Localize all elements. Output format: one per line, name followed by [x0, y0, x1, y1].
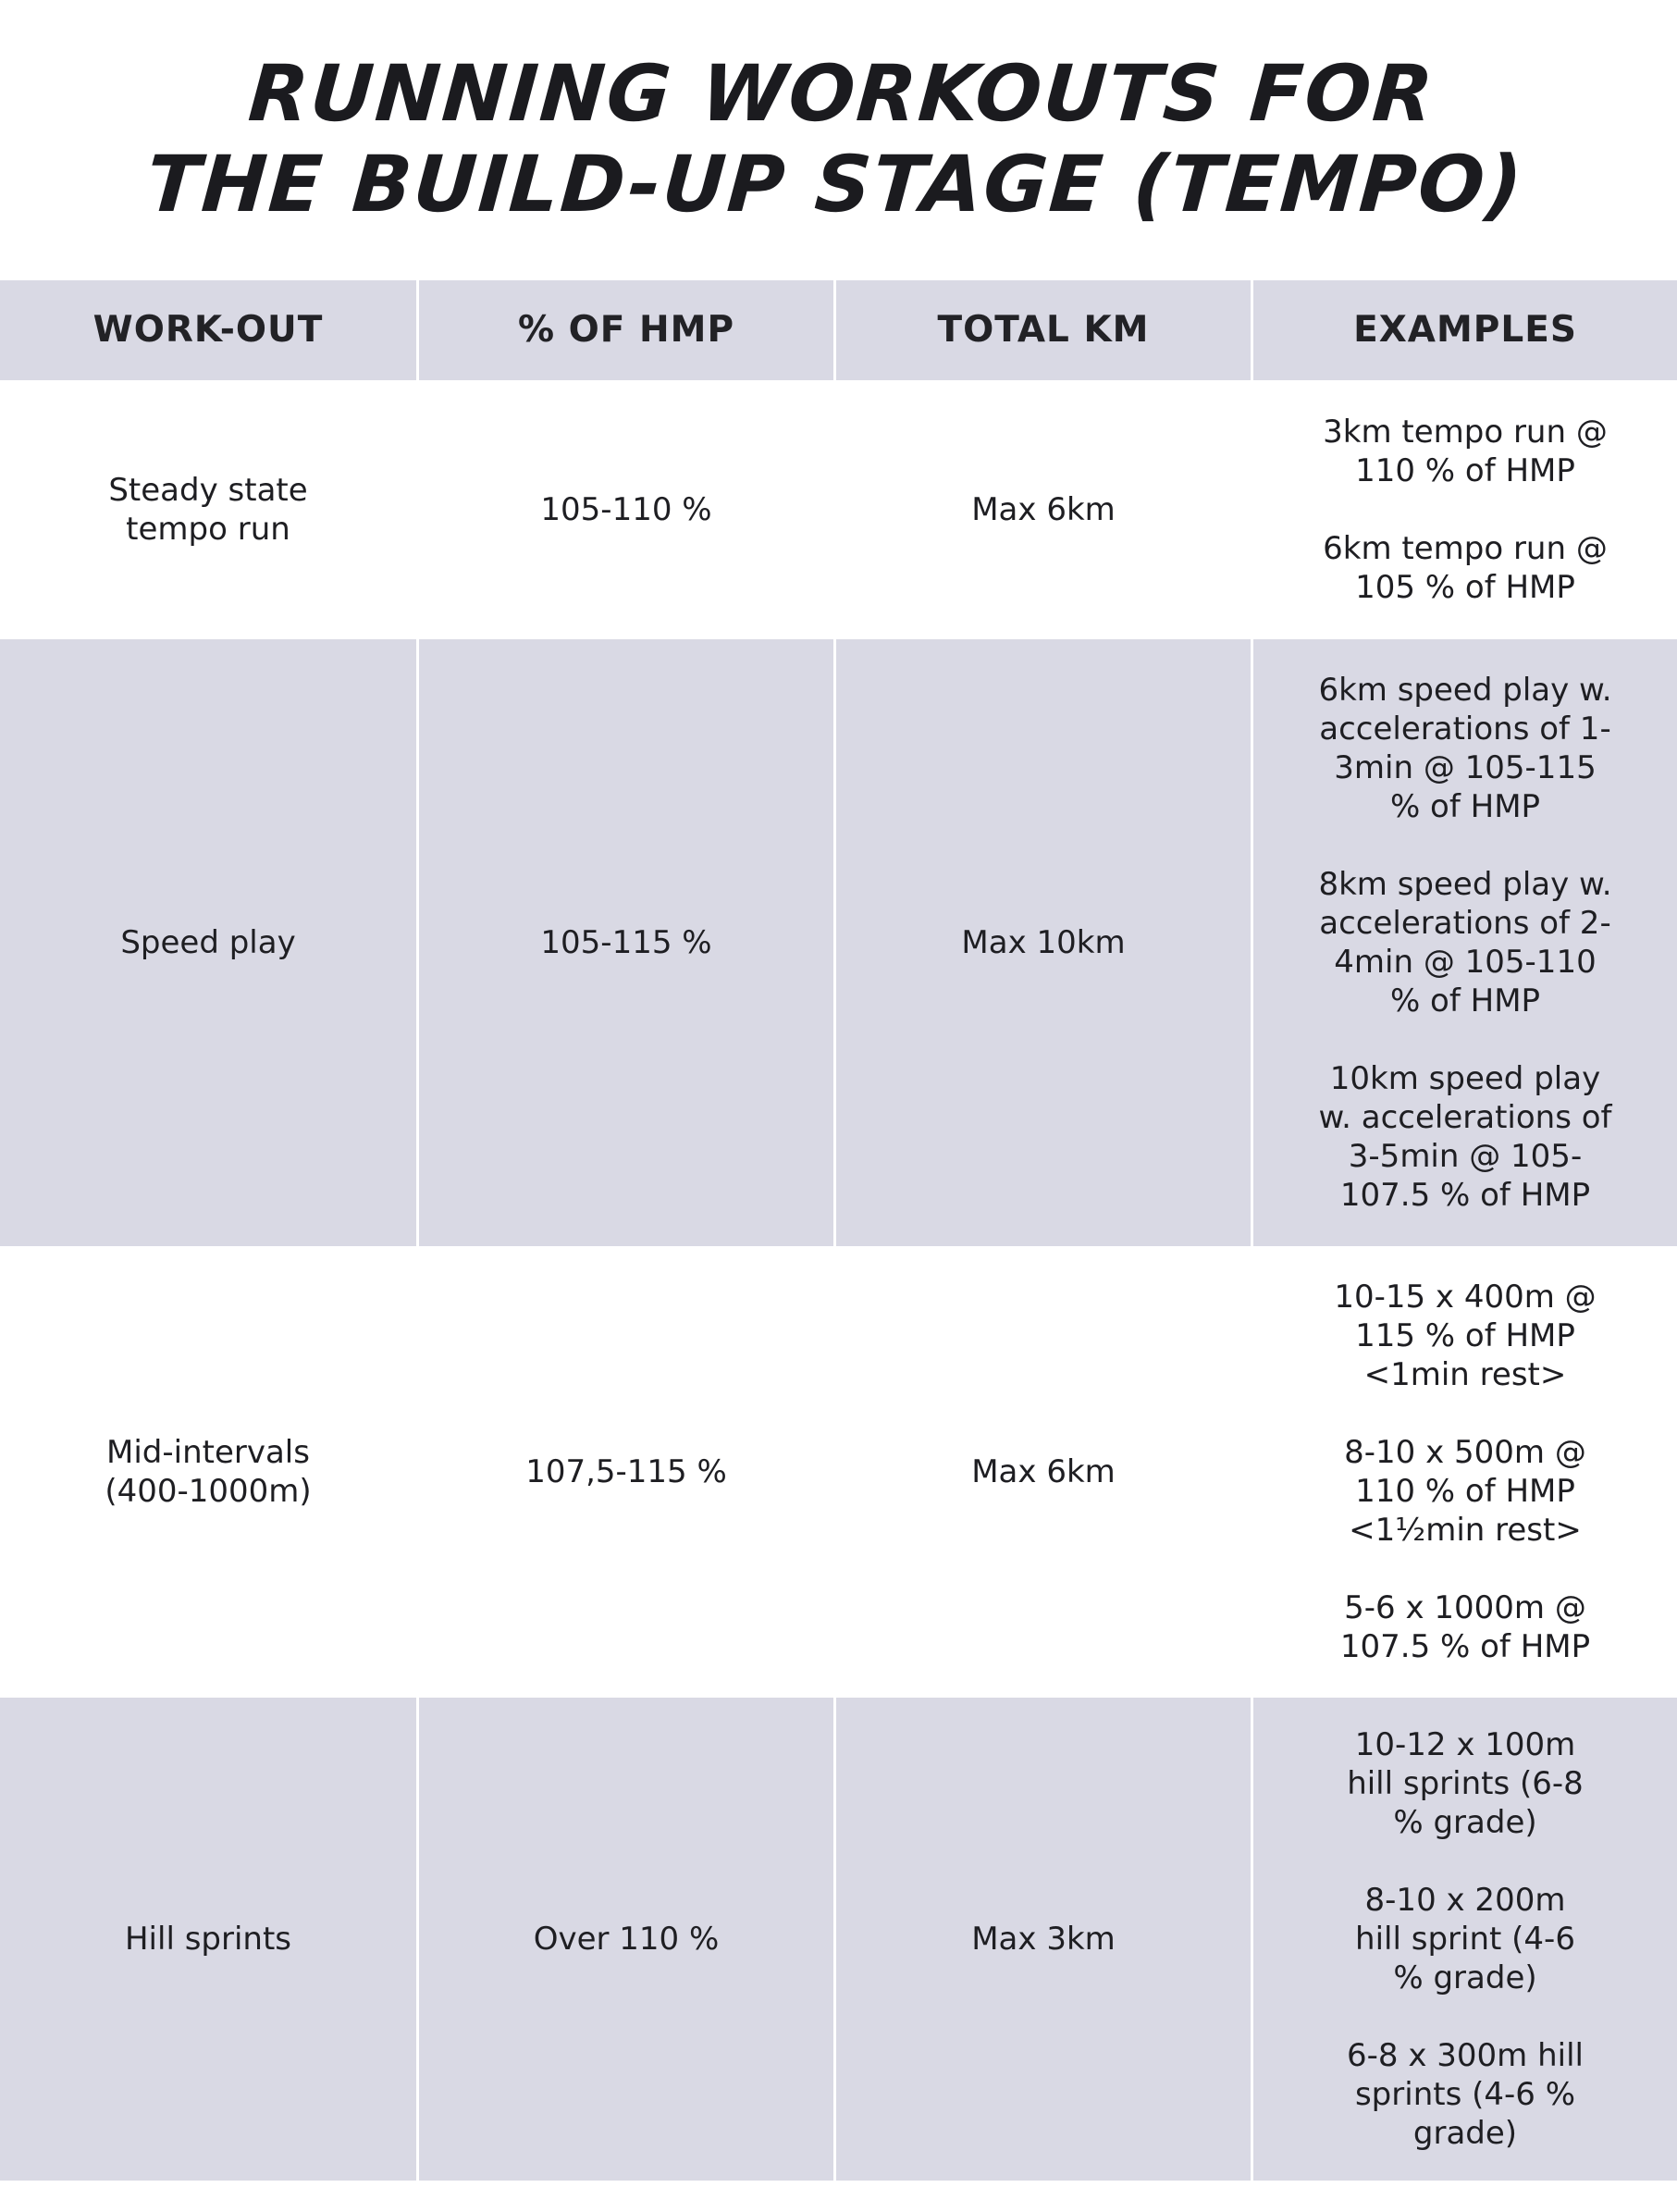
page-title-line-1: RUNNING WORKOUTS FOR [245, 48, 1438, 139]
examples-cell [1251, 639, 1677, 1246]
workout-cell: Speed play [0, 639, 416, 1246]
example-item: 10km speed play w. accelerations of 3-5min @ 105-107.5 % of HMP [1318, 1060, 1612, 1214]
total-km-cell: Max 6km [833, 1246, 1251, 1698]
table-row [0, 380, 1677, 639]
example-item: 6-8 x 300m hill sprints (4-6 % grade) [1347, 2037, 1584, 2152]
examples-cell [1251, 380, 1677, 639]
examples-cell [1251, 1698, 1677, 2181]
example-item: 10-15 x 400m @ 115 % of HMP <1min rest> [1334, 1279, 1597, 1393]
total-km-cell: Max 3km [833, 1698, 1251, 2181]
table-row [0, 639, 1677, 1246]
hmp-cell: Over 110 % [416, 1698, 833, 2181]
example-item: 6km speed play w. accelerations of 1-3min @ 105-115 % of HMP [1318, 672, 1612, 825]
column-header-total-km: TOTAL KM [833, 280, 1251, 380]
table-header-row [0, 280, 1677, 380]
workout-cell: Mid-intervals (400-1000m) [105, 1434, 312, 1510]
hmp-cell: 105-110 % [416, 380, 833, 639]
page-title-line-2: THE BUILD-UP STAGE (TEMPO) [143, 139, 1527, 229]
example-item: 8-10 x 200m hill sprint (4-6 % grade) [1355, 1882, 1575, 1996]
example-item: 5-6 x 1000m @ 107.5 % of HMP [1339, 1589, 1591, 1665]
workout-cell: Steady state tempo run [108, 472, 308, 548]
examples-cell [1251, 1246, 1677, 1698]
column-header-hmp: % OF HMP [416, 280, 833, 380]
page-title [0, 48, 1677, 229]
hmp-cell: 105-115 % [416, 639, 833, 1246]
example-item: 3km tempo run @ 110 % of HMP [1323, 414, 1608, 489]
table-row [0, 1246, 1677, 1698]
workouts-table [0, 280, 1677, 2212]
hmp-cell: 107,5-115 % [416, 1246, 833, 1698]
example-item: 10-12 x 100m hill sprints (6-8 % grade) [1347, 1726, 1584, 1841]
table-row [0, 1698, 1677, 2181]
column-header-examples: EXAMPLES [1251, 280, 1677, 380]
total-km-cell: Max 10km [833, 639, 1251, 1246]
workout-cell: Hill sprints [0, 1698, 416, 2181]
example-item: 8km speed play w. accelerations of 2-4min @ 105-110 % of HMP [1318, 866, 1612, 1019]
example-item: 8-10 x 500m @ 110 % of HMP <1½min rest> [1344, 1434, 1586, 1549]
total-km-cell: Max 6km [833, 380, 1251, 639]
column-header-workout: WORK-OUT [0, 280, 416, 380]
example-item: 6km tempo run @ 105 % of HMP [1323, 530, 1608, 606]
